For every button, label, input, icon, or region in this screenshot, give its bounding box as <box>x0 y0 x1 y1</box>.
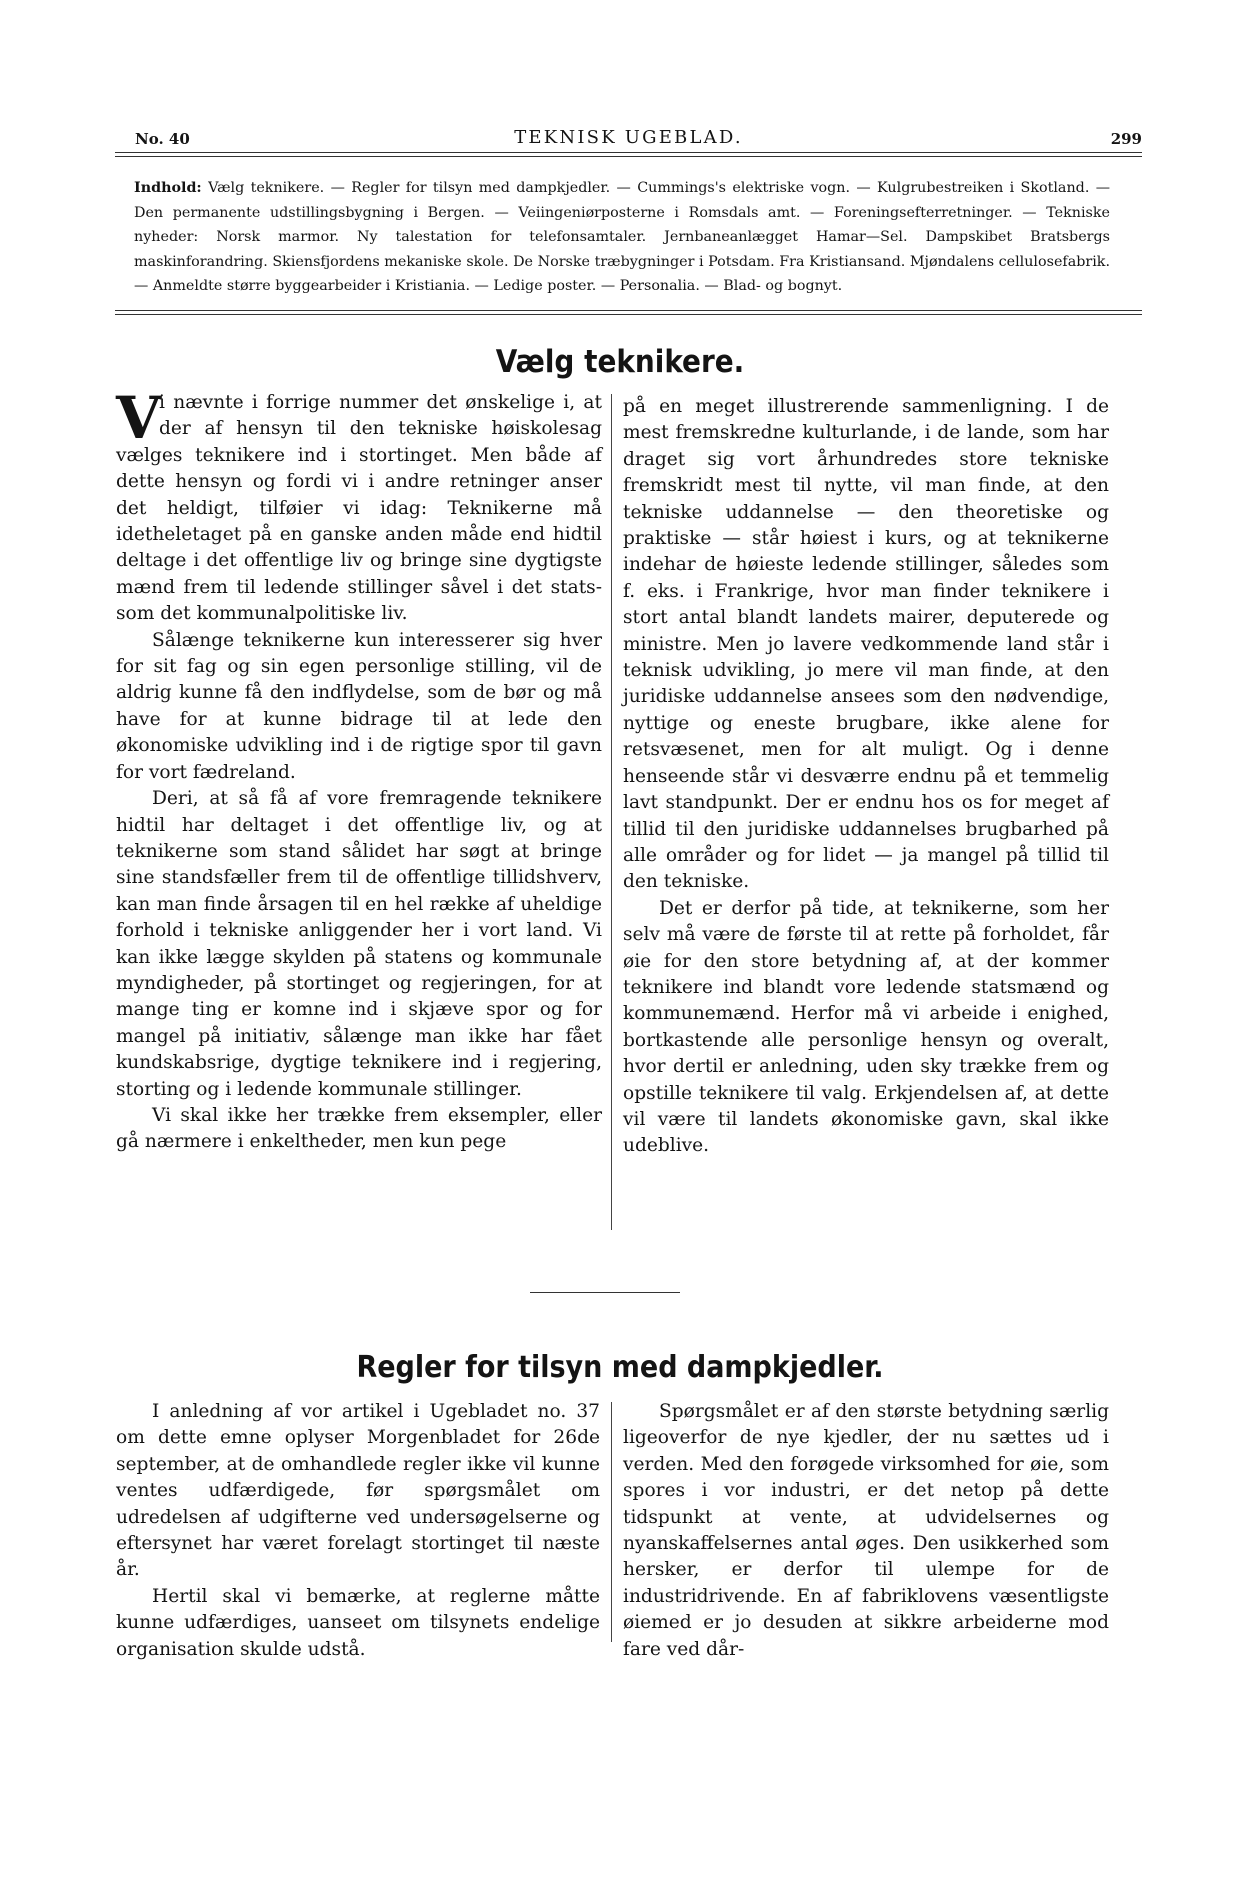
article1-left-column <box>116 384 602 1156</box>
drop-cap: V <box>116 384 162 452</box>
article1-paragraph: Det er derfor på tide, at teknikerne, som her selv må være de første til at rette på forholdet, får øie for den store betydning af, at der kommer teknikere ind blandt vore ledende statsmænd og kommunemænd. Herfor må vi arbeide i enighed, bortkastende alle personlige hensyn og overalt, hvor dertil er anledning, uden sky trække frem og opstille teknikere til valg. Erkjendelsen af, at dette vil være til landets økonomiske gavn, skal ikke udeblive. <box>623 897 1109 1157</box>
section-separator <box>530 1292 680 1293</box>
article1-paragraph: Deri, at så få af vore fremragende teknikere hidtil har deltaget i det offentlige liv, og at teknikerne som stand sålidet har søgt at bringe sine standsfæller frem til de offentlige tillidshverv, kan man finde årsagen til en hel række af uheldige forhold i tekniske anliggender her i vort land. Vi kan ikke lægge skylden på statens og kommunale myndigheder, på stortinget og regjeringen, for at mange ting er komne ind i skjæve spor og for mangel på initiativ, sålænge man ikke har fået kundskabsrige, dygtige teknikere ind i regjering, storting og i ledende kommunale stillinger. <box>116 788 602 1100</box>
toc-text: Vælg teknikere. — Regler for tilsyn med dampkjedler. — Cummings's elektriske vogn. — Kulgrubestreiken i Skotland. — Den permanente udstillingsbygning i Bergen. — Veiingeniørposterne i Romsdals amt. — Foreningsefterretninger. — Tekniske nyheder: Norsk marmor. Ny talestation for telefonsamtaler. Jernbaneanlægget Hamar—Sel. Dampskibet Bratsbergs maskinforandring. Skiensfjordens mekaniske skole. De Norske træbygninger i Potsdam. Fra Kristiansand. Mjøndalens cellulosefabrik. — Anmeldte større byggearbeider i Kristiania. — Ledige poster. — Personalia. — Blad- og bognyt. <box>134 180 1111 294</box>
article2-paragraph: Spørgsmålet er af den største betydning særlig ligeoverfor de nye kjedler, der nu sættes ud i verden. Med den forøgede virksomhed for øie, som spores i vor industri, er det netop på dette tidspunkt at vente, at udvidelsernes og nyanskaffelsernes antal øges. Den usikkerhed som hersker, er derfor til ulempe for de industridrivende. En af fabriklovens væsentligste øiemed er jo desuden at sikkre arbeiderne mod fare ved dår- <box>623 1401 1109 1660</box>
page-number: 299 <box>1110 130 1142 148</box>
header-rule <box>115 152 1142 157</box>
article2-paragraph: I anledning af vor artikel i Ugebladet no. 37 om dette emne oplyser Morgenbladet for 26de september, at de omhandlede regler ikke vil kunne ventes udfærdigede, før spørgsmålet om udredelsen af udgifterne ved undersøgelserne og eftersynet har været forelagt stortinget til næste år. <box>116 1401 600 1581</box>
table-of-contents <box>134 176 1110 299</box>
article2-paragraph: Hertil skal vi bemærke, at reglerne måtte kunne udfærdiges, uanseet om tilsynets endelige organisation skulde udstå. <box>116 1585 600 1660</box>
article1-paragraph-text: i nævnte i forrige nummer det ønskelige i, at der af hensyn til den tekniske høiskolesag vælges teknikere ind i stortinget. Men både af dette hensyn og fordi vi i andre retninger anser det heldigt, tilføier vi idag: Teknikerne må idetheletaget på en ganske anden måde end hidtil deltage i det offentlige liv og bringe sine dygtigste mænd frem til ledende stillinger såvel i det stats- som det kommunalpolitiske liv. <box>116 392 602 625</box>
article2-left-column <box>116 1399 600 1663</box>
toc-label: Indhold: <box>134 180 202 196</box>
article-title-regler-for-tilsyn: Regler for tilsyn med dampkjedler. <box>356 1350 884 1385</box>
article1-right-column <box>623 394 1109 1160</box>
article-title-valg-teknikere: Vælg teknikere. <box>495 344 745 380</box>
journal-title: TEKNISK UGEBLAD. <box>514 127 743 148</box>
column-divider <box>611 394 612 1230</box>
article1-paragraph: på en meget illustrerende sammenligning. I de mest fremskredne kulturlande, i de lande, som har draget sig vort århundredes store tekniske fremskridt mest til nytte, vil man finde, at den tekniske uddannelse — den theoretiske og praktiske — står høiest i kurs, og at teknikerne indehar de høieste ledende stillinger, således som f. eks. i Frankrige, hvor man finder teknikere i stort antal blandt landets mairer, deputerede og ministre. Men jo lavere vedkommende land står i teknisk udvikling, jo mere vil man finde, at den juridiske uddannelse ansees som den nødvendige, nyttige og eneste brugbare, ikke alene for retsvæsenet, men for alt muligt. Og i denne henseende står vi desværre endnu på et temmelig lavt standpunkt. Der er endnu hos os for meget af tillid til den juridiske uddannelses brugbarhed på alle områder og for lidet — ja mangel på tillid til den tekniske. <box>623 396 1109 893</box>
article1-paragraph: Sålænge teknikerne kun interesserer sig hver for sit fag og sin egen personlige stilling, vil de aldrig kunne få den indflydelse, som de bør og må have for at kunne bidrage til at lede den økonomiske udvikling ind i de rigtige spor til gavn for vort fædreland. <box>116 629 602 783</box>
article2-right-column <box>623 1399 1109 1663</box>
column-divider <box>611 1402 612 1642</box>
article1-paragraph: Vi skal ikke her trække frem eksempler, eller gå nærmere i enkeltheder, men kun pege <box>116 1104 602 1153</box>
article1-paragraph <box>116 384 602 628</box>
issue-number: No. 40 <box>135 130 190 148</box>
toc-rule <box>115 310 1142 315</box>
running-header <box>115 118 1142 148</box>
